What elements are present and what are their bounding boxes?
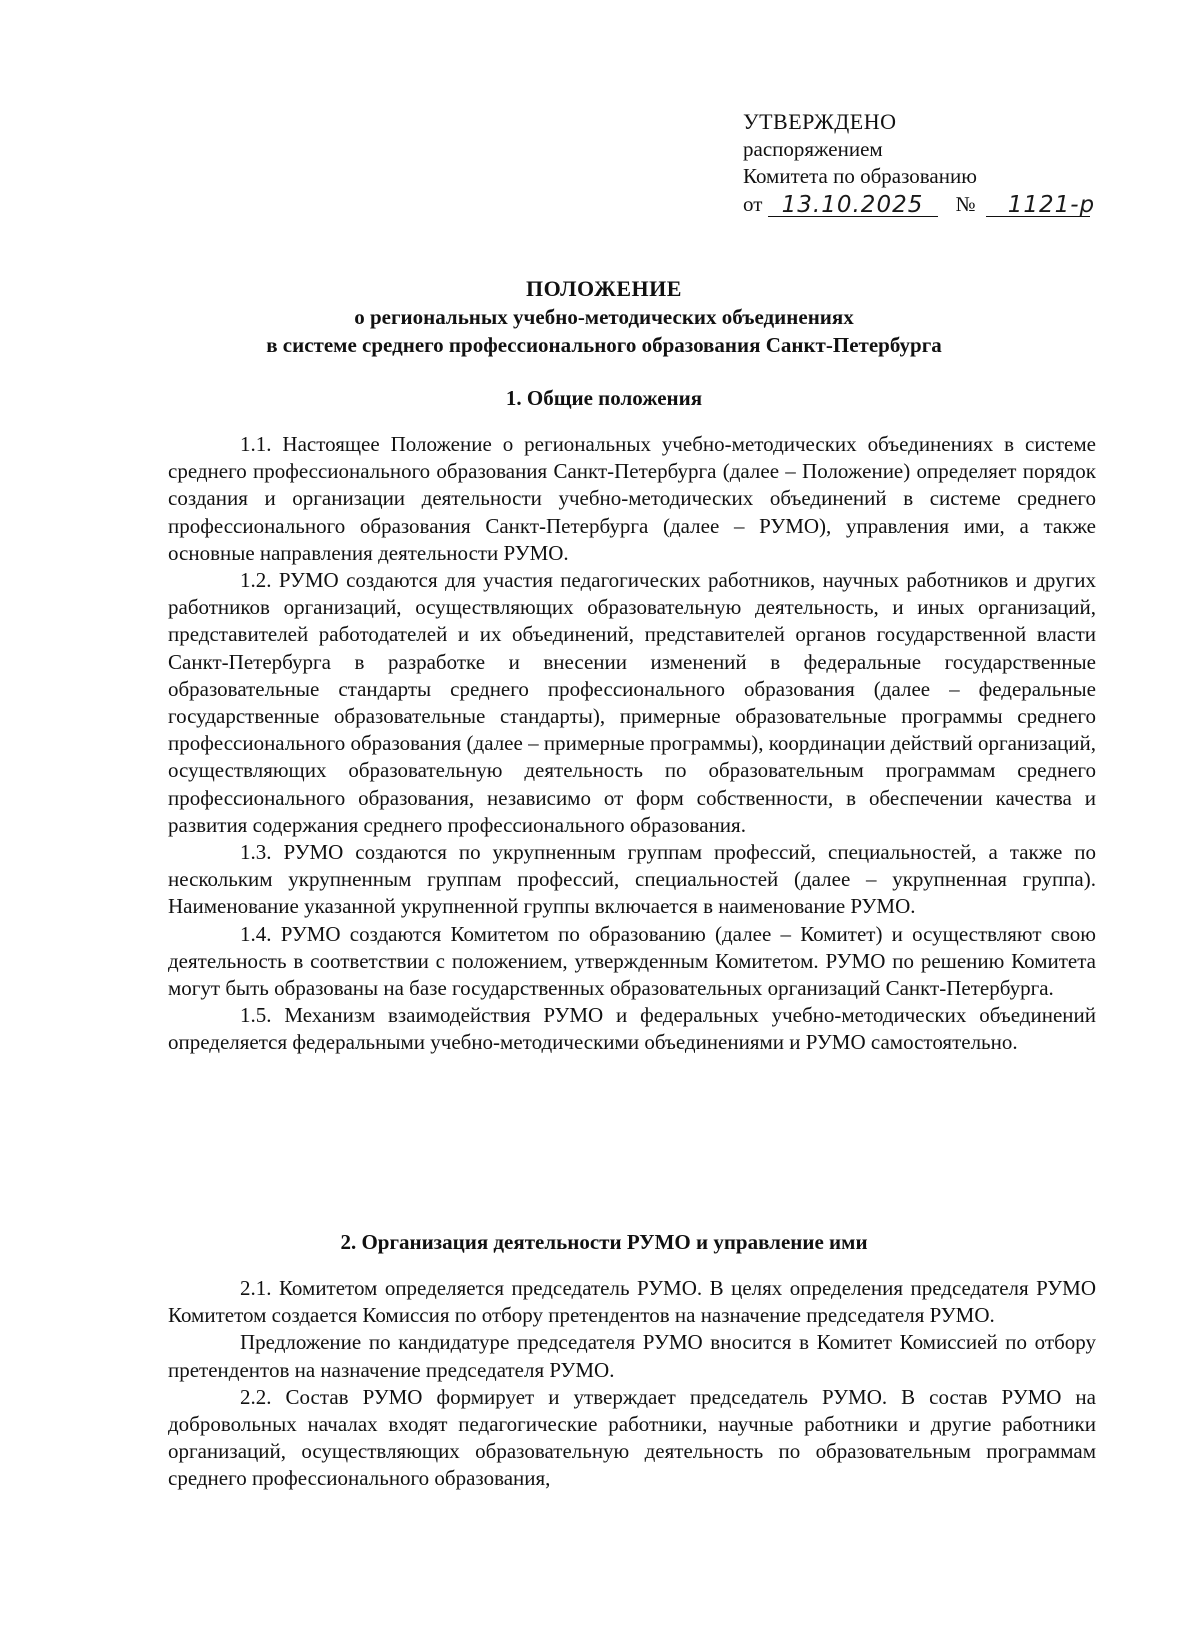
approval-line-order: распоряжением	[743, 136, 883, 161]
approval-title: УТВЕРЖДЕНО	[743, 109, 897, 134]
document-title-block	[168, 275, 1040, 359]
paragraph-2-1: 2.1. Комитетом определяется председатель РУМО. В целях определения председателя РУМО Комитетом создается Комиссия по отбору претендентов на назначение председателя РУМО.	[168, 1276, 1096, 1328]
number-label: №	[955, 191, 976, 216]
paragraph-1-2: 1.2. РУМО создаются для участия педагогических работников, научных работников и других работников организаций, осуществляющих образовательную деятельность, и иных организаций, представителей работодателей и их объединений, представителей органов государственной власти Санкт-Петербурга в разработке и внесении изменений в федеральные государственные образовательные стандарты среднего профессионального образования (далее – федеральные государственные образовательные стандарты), примерные образовательные программы среднего профессионального образования (далее – примерные программы), координации действий организаций, осуществляющих образовательную деятельность по образовательным программам среднего профессионального образования, независимо от форм собственности, в обеспечении качества и развития содержания среднего профессионального образования.	[168, 568, 1096, 837]
document-subtitle-line-1: о региональных учебно-методических объединениях	[354, 305, 854, 329]
handwritten-date: 13.10.2025	[768, 194, 938, 217]
section-1-heading: 1. Общие положения	[505, 386, 703, 410]
paragraph-2-1-proposal: Предложение по кандидатуре председателя РУМО вносится в Комитет Комиссией по отбору претендентов на назначение председателя РУМО.	[168, 1330, 1096, 1382]
from-label: от	[743, 191, 763, 216]
paragraph-1-4: 1.4. РУМО создаются Комитетом по образованию (далее – Комитет) и осуществляют свою деятельность в соответствии с положением, утвержденным Комитетом. РУМО по решению Комитета могут быть образованы на базе государственных образовательных организаций Санкт-Петербурга.	[168, 921, 1096, 1001]
document-subtitle-line-2: в системе среднего профессионального образования Санкт-Петербурга	[266, 333, 942, 357]
approval-line-committee: Комитета по образованию	[743, 164, 977, 188]
section-2-body	[168, 1275, 1096, 1493]
paragraph-2-2: 2.2. Состав РУМО формирует и утверждает председатель РУМО. В состав РУМО на добровольных началах входят педагогические работники, научные работники и другие работники организаций, осуществляющих образовательную деятельность по образовательным программам среднего профессионального образования,	[168, 1384, 1096, 1491]
document-title: ПОЛОЖЕНИЕ	[526, 276, 682, 301]
handwritten-number: 1121-р	[986, 194, 1090, 217]
section-1-body	[168, 431, 1096, 1057]
section-2-heading: 2. Организация деятельности РУМО и управление ими	[340, 1230, 868, 1254]
paragraph-1-3: 1.3. РУМО создаются по укрупненным группам профессий, специальностей, а также по нескольким укрупненным группам профессий, специальностей (далее – укрупненная группа). Наименование указанной укрупненной группы включается в наименование РУМО.	[168, 840, 1096, 919]
approval-stamp-block	[743, 108, 1103, 218]
approval-date-number-line	[743, 191, 1103, 219]
paragraph-1-5: 1.5. Механизм взаимодействия РУМО и федеральных учебно-методических объединений определяется федеральными учебно-методическими объединениями и РУМО самостоятельно.	[168, 1003, 1096, 1055]
paragraph-1-1: 1.1. Настоящее Положение о региональных учебно-методических объединениях в системе среднего профессионального образования Санкт-Петербурга (далее – Положение) определяет порядок создания и организации деятельности учебно-методических объединений в системе среднего профессионального образования Санкт-Петербурга (далее – РУМО), управления ими, а также основные направления деятельности РУМО.	[168, 432, 1096, 565]
